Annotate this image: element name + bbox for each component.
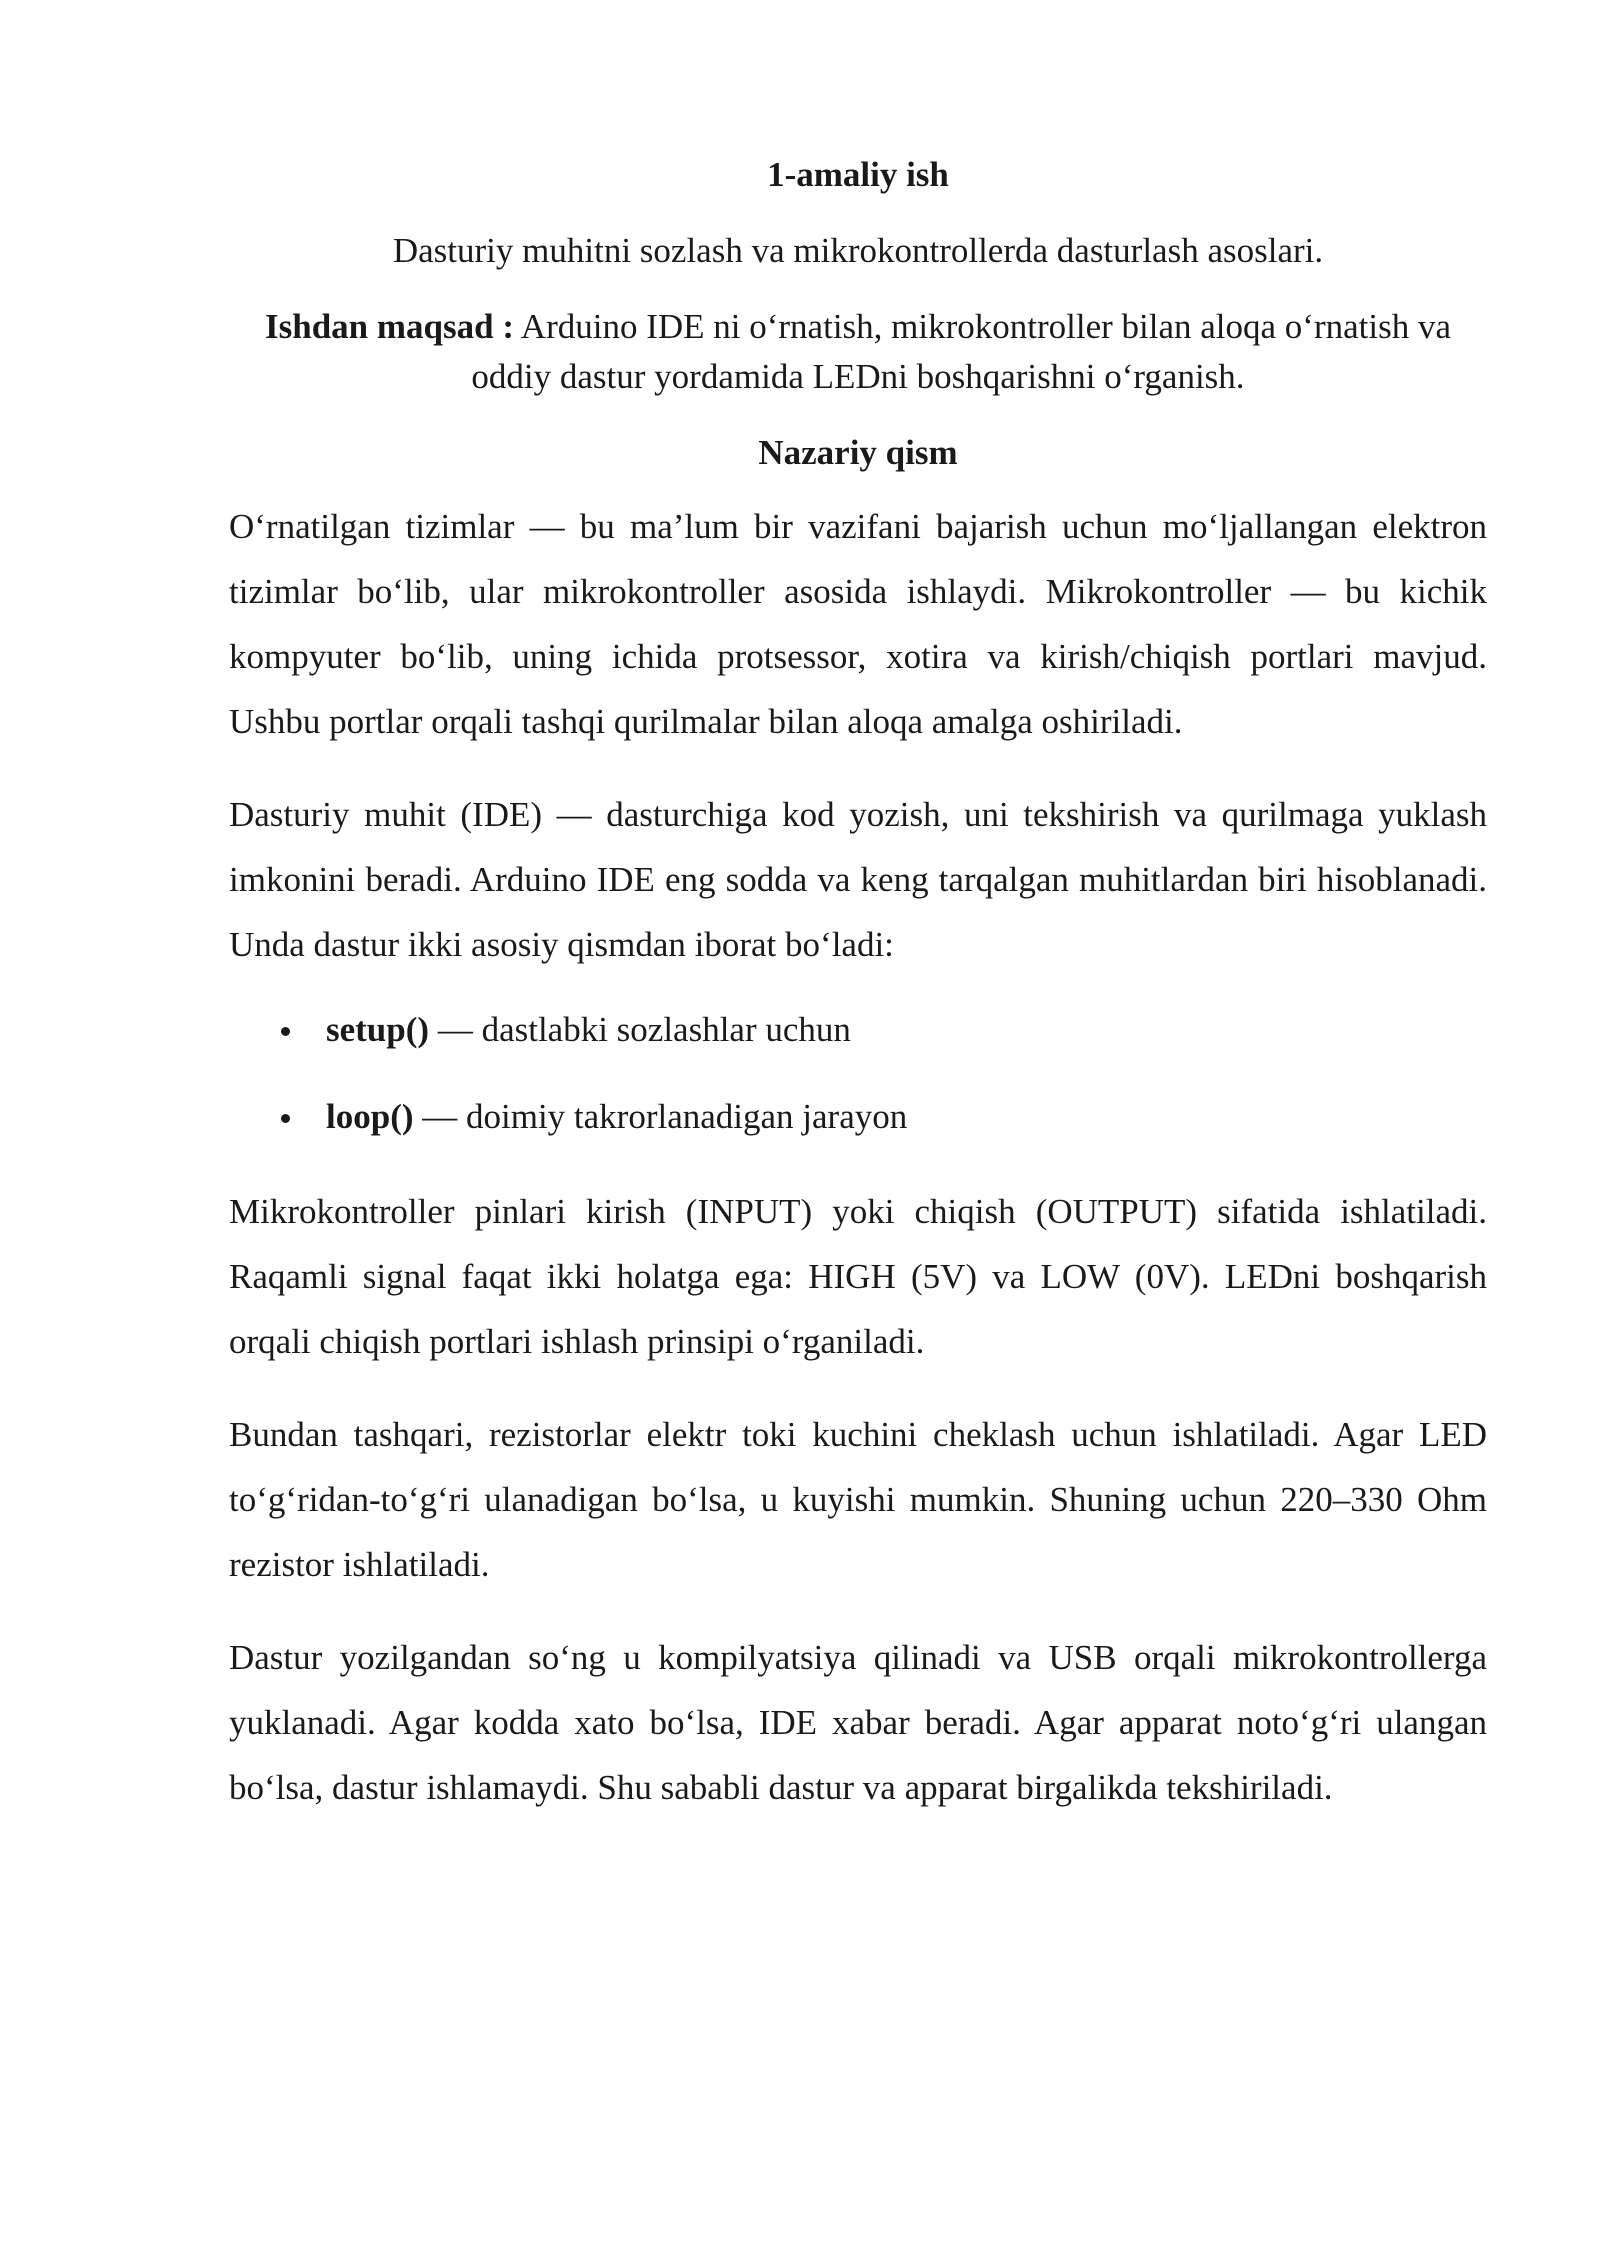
- goal-statement: [229, 302, 1487, 402]
- paragraph-upload: Dastur yozilgandan so‘ng u kompilyatsiya qilinadi va USB orqali mikrokontrollerga yuklanadi. Agar kodda xato bo‘lsa, IDE xabar beradi. Agar apparat noto‘g‘ri ulangan bo‘lsa, dastur ishlamaydi. Shu sababli dastur va apparat birgalikda tekshiriladi.: [229, 1638, 1487, 1807]
- list-item: [229, 1092, 1487, 1142]
- list-item: [229, 1005, 1487, 1055]
- function-list: [229, 1005, 1487, 1142]
- list-item-keyword: setup(): [326, 1010, 430, 1049]
- paragraph-pins: Mikrokontroller pinlari kirish (INPUT) yoki chiqish (OUTPUT) sifatida ishlatiladi. Raqamli signal faqat ikki holatga ega: HIGH (5V) va LOW (0V). LEDni boshqarish orqali chiqish portlari ishlash prinsipi o‘rganiladi.: [229, 1192, 1487, 1361]
- list-item-text: — dastlabki sozlashlar uchun: [429, 1010, 851, 1049]
- document-title: 1-amaliy ish: [767, 155, 949, 194]
- list-item-keyword: loop(): [326, 1097, 414, 1136]
- paragraph-embedded-systems: O‘rnatilgan tizimlar — bu ma’lum bir vazifani bajarish uchun mo‘ljallangan elektron tizimlar bo‘lib, ular mikrokontroller asosida ishlaydi. Mikrokontroller — bu kichik kompyuter bo‘lib, uning ichida protsessor, xotira va kirish/chiqish portlari mavjud. Ushbu portlar orqali tashqi qurilmalar bilan aloqa amalga oshiriladi.: [229, 507, 1487, 741]
- list-item-text: — doimiy takrorlanadigan jarayon: [413, 1097, 908, 1136]
- paragraph-ide: Dasturiy muhit (IDE) — dasturchiga kod yozish, uni tekshirish va qurilmaga yuklash imkonini beradi. Arduino IDE eng sodda va keng tarqalgan muhitlardan biri hisoblanadi. Unda dastur ikki asosiy qismdan iborat bo‘ladi:: [229, 795, 1487, 964]
- goal-label: Ishdan maqsad :: [264, 307, 514, 346]
- paragraph-resistors: Bundan tashqari, rezistorlar elektr toki kuchini cheklash uchun ishlatiladi. Agar LED to‘g‘ridan-to‘g‘ri ulanadigan bo‘lsa, u kuyishi mumkin. Shuning uchun 220–330 Ohm rezistor ishlatiladi.: [229, 1415, 1487, 1584]
- document-page: [229, 150, 1487, 1848]
- document-subtitle: Dasturiy muhitni sozlash va mikrokontrollerda dasturlash asoslari.: [392, 231, 1324, 270]
- bullet-icon: [281, 1114, 290, 1123]
- section-heading: Nazariy qism: [758, 433, 958, 472]
- goal-text: Arduino IDE ni o‘rnatish, mikrokontroller bilan aloqa o‘rnatish va oddiy dastur yordamida LEDni boshqarishni o‘rganish.: [471, 307, 1452, 396]
- bullet-icon: [281, 1027, 290, 1036]
